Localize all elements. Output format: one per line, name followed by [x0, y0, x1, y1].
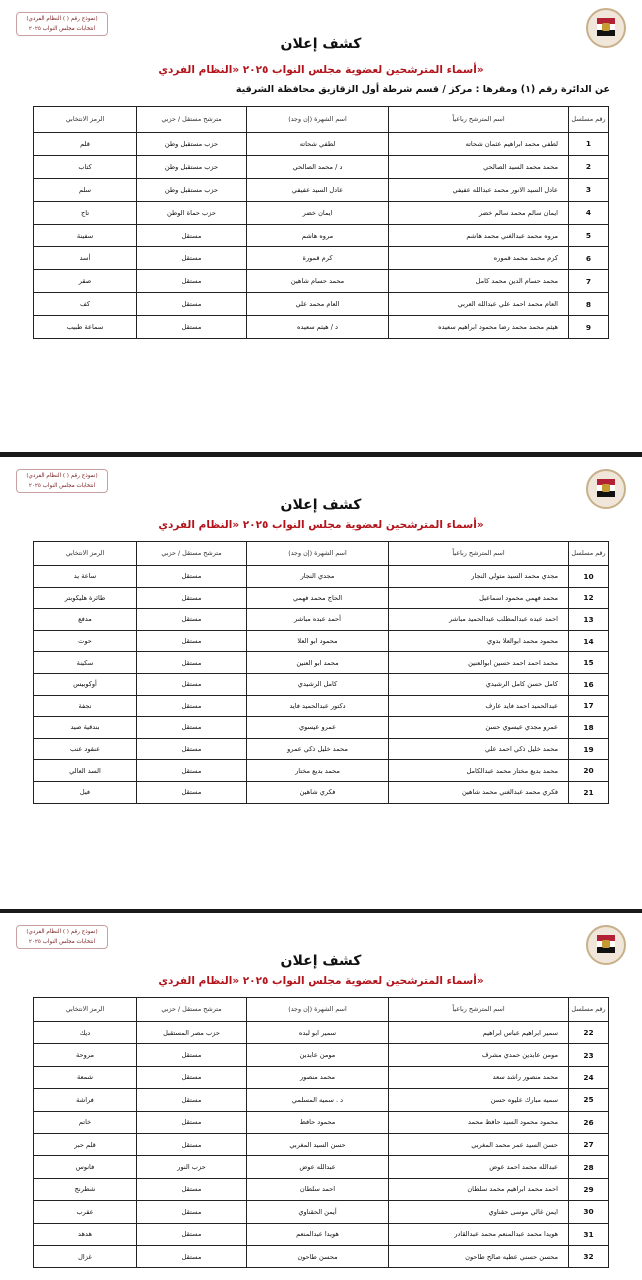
table-row [34, 293, 609, 316]
name-cell: مومن عابدين حمدي مشرف [389, 1044, 569, 1066]
announcement-page-3 [0, 913, 642, 1280]
table-row [34, 247, 609, 270]
table-row [34, 1223, 609, 1245]
header-serial: رقم مسلسل [569, 107, 609, 133]
table-row [34, 1022, 609, 1044]
symbol-cell: ساعة يد [34, 566, 137, 588]
name-cell: سمير ابراهيم عباس ابراهيم [389, 1022, 569, 1044]
symbol-cell: كتاب [34, 155, 137, 178]
party-cell: مستقل [137, 316, 247, 339]
table-row [34, 738, 609, 760]
serial-cell: 28 [569, 1156, 609, 1178]
name-cell: محمد فهمي محمود اسماعيل [389, 587, 569, 609]
fame-cell: سمير ابو لبده [247, 1022, 389, 1044]
serial-cell: 9 [569, 316, 609, 339]
table-row [34, 1089, 609, 1111]
serial-cell: 12 [569, 587, 609, 609]
district-line: عن الدائرة رقم (١) ومقرها : مركز / قسم شرطة أول الزقازيق محافظة الشرقية [235, 84, 610, 95]
serial-cell: 18 [569, 717, 609, 739]
table-row [34, 178, 609, 201]
party-cell: حزب مصر المستقبل [137, 1022, 247, 1044]
candidates-table [33, 541, 609, 804]
serial-cell: 24 [569, 1066, 609, 1088]
symbol-cell: أوكوبيس [34, 673, 137, 695]
serial-cell: 29 [569, 1178, 609, 1200]
fame-cell: عمرو عيسوي [247, 717, 389, 739]
symbol-cell: شطرنج [34, 1178, 137, 1200]
fame-cell: محمود حافظ [247, 1111, 389, 1133]
fame-cell: لطفي شحاته [247, 133, 389, 156]
name-cell: محمود محمود السيد حافظ محمد [389, 1111, 569, 1133]
table-row [34, 760, 609, 782]
fame-cell: محسن طاحون [247, 1245, 389, 1267]
symbol-cell: طائرة هليكوبتر [34, 587, 137, 609]
fame-cell: كرم قمورة [247, 247, 389, 270]
serial-cell: 5 [569, 224, 609, 247]
header-fame: اسم الشهرة (إن وجد) [247, 998, 389, 1022]
serial-cell: 19 [569, 738, 609, 760]
symbol-cell: غزال [34, 1245, 137, 1267]
header-party: مترشح مستقل / حزبي [137, 107, 247, 133]
page-title: كشف إعلان [280, 953, 362, 969]
symbol-cell: سفينة [34, 224, 137, 247]
symbol-cell: حوت [34, 630, 137, 652]
table-row [34, 1178, 609, 1200]
table-row [34, 587, 609, 609]
serial-cell: 1 [569, 133, 609, 156]
symbol-cell: السد العالي [34, 760, 137, 782]
fame-cell: الحاج محمد فهمي [247, 587, 389, 609]
party-cell: مستقل [137, 1201, 247, 1223]
symbol-cell: قلم حبر [34, 1133, 137, 1155]
name-cell: ايمن غالي موسى حقناوي [389, 1201, 569, 1223]
name-cell: حسن السيد عمر محمد المغربي [389, 1133, 569, 1155]
symbol-cell: سلم [34, 178, 137, 201]
serial-cell: 16 [569, 673, 609, 695]
symbol-cell: خاتم [34, 1111, 137, 1133]
page-subtitle: أسماء المترشحين لعضوية مجلس النواب ٢٠٢٥ «النظام الفردي» [158, 519, 484, 531]
serial-cell: 2 [569, 155, 609, 178]
table-row [34, 652, 609, 674]
symbol-cell: أسد [34, 247, 137, 270]
name-cell: محمد محمد السيد الصالحي [389, 155, 569, 178]
symbol-cell: فراشة [34, 1089, 137, 1111]
header-symbol: الرمز الانتخابي [34, 998, 137, 1022]
symbol-cell: فانوس [34, 1156, 137, 1178]
party-cell: مستقل [137, 1223, 247, 1245]
symbol-cell: صقر [34, 270, 137, 293]
fame-cell: محمد بديع مختار [247, 760, 389, 782]
table-row [34, 566, 609, 588]
page-title: كشف إعلان [280, 36, 362, 52]
serial-cell: 17 [569, 695, 609, 717]
table-row [34, 133, 609, 156]
symbol-cell: مدفع [34, 609, 137, 631]
serial-cell: 14 [569, 630, 609, 652]
fame-cell: كامل الرشيدي [247, 673, 389, 695]
name-cell: محمد حسام الدين محمد كامل [389, 270, 569, 293]
page-subtitle: أسماء المترشحين لعضوية مجلس النواب ٢٠٢٥ «النظام الفردي» [158, 64, 484, 76]
fame-cell: عبدالله عوض [247, 1156, 389, 1178]
party-cell: مستقل [137, 224, 247, 247]
serial-cell: 30 [569, 1201, 609, 1223]
name-cell: عادل السيد الانور محمد عبدالله عفيفي [389, 178, 569, 201]
party-cell: حزب حماة الوطن [137, 201, 247, 224]
party-cell: مستقل [137, 695, 247, 717]
symbol-cell: قلم [34, 133, 137, 156]
name-cell: لطفي محمد ابراهيم عثمان شحاته [389, 133, 569, 156]
fame-cell: أحمد عبده مباشر [247, 609, 389, 631]
serial-cell: 21 [569, 781, 609, 803]
party-cell: مستقل [137, 566, 247, 588]
fame-cell: مومن عابدين [247, 1044, 389, 1066]
table-row [34, 1156, 609, 1178]
party-cell: مستقل [137, 1066, 247, 1088]
name-cell: فكري محمد عبدالغني محمد شاهين [389, 781, 569, 803]
symbol-cell: مروحة [34, 1044, 137, 1066]
name-cell: كرم محمد محمد قموره [389, 247, 569, 270]
table-row [34, 270, 609, 293]
fame-cell: أيمن الحقناوي [247, 1201, 389, 1223]
fame-cell: هويدا عبدالمنعم [247, 1223, 389, 1245]
symbol-cell: تاج [34, 201, 137, 224]
header-name: اسم المترشح رباعياً [389, 542, 569, 566]
party-cell: مستقل [137, 1178, 247, 1200]
form-stamp: (نموذج رقم ( ) النظام الفردي) انتخابات مجلس النواب ٢٠٢٥ [16, 469, 108, 493]
serial-cell: 23 [569, 1044, 609, 1066]
serial-cell: 26 [569, 1111, 609, 1133]
party-cell: حزب مستقبل وطن [137, 133, 247, 156]
table-row [34, 609, 609, 631]
header-party: مترشح مستقل / حزبي [137, 542, 247, 566]
name-cell: محمد احمد احمد حسين ابوالعنين [389, 652, 569, 674]
party-cell: مستقل [137, 652, 247, 674]
serial-cell: 20 [569, 760, 609, 782]
name-cell: عبدالله محمد احمد عوض [389, 1156, 569, 1178]
table-row [34, 201, 609, 224]
symbol-cell: ديك [34, 1022, 137, 1044]
candidates-table [33, 106, 609, 339]
party-cell: مستقل [137, 1044, 247, 1066]
name-cell: هويدا محمد عبدالمنعم محمد عبدالقادر [389, 1223, 569, 1245]
table-row [34, 224, 609, 247]
fame-cell: عادل السيد عفيفي [247, 178, 389, 201]
table-row [34, 1066, 609, 1088]
fame-cell: محمد ابو العنين [247, 652, 389, 674]
form-stamp: (نموذج رقم ( ) النظام الفردي) انتخابات مجلس النواب ٢٠٢٥ [16, 12, 108, 36]
fame-cell: حسن السيد المغربي [247, 1133, 389, 1155]
name-cell: محسن حسني عطيه صالح طاحون [389, 1245, 569, 1267]
name-cell: كامل حسن كامل الرشيدي [389, 673, 569, 695]
header-symbol: الرمز الانتخابي [34, 542, 137, 566]
table-row [34, 717, 609, 739]
name-cell: سميه مبارك عليوه حسن [389, 1089, 569, 1111]
symbol-cell: هدهد [34, 1223, 137, 1245]
header-symbol: الرمز الانتخابي [34, 107, 137, 133]
fame-cell: محمود ابو العلا [247, 630, 389, 652]
serial-cell: 13 [569, 609, 609, 631]
party-cell: مستقل [137, 717, 247, 739]
serial-cell: 27 [569, 1133, 609, 1155]
table-row [34, 155, 609, 178]
candidates-table [33, 997, 609, 1268]
name-cell: محمود محمد ابوالعلا بدوي [389, 630, 569, 652]
name-cell: محمد منصور راشد سعد [389, 1066, 569, 1088]
party-cell: مستقل [137, 673, 247, 695]
symbol-cell: كف [34, 293, 137, 316]
party-cell: مستقل [137, 630, 247, 652]
header-serial: رقم مسلسل [569, 542, 609, 566]
fame-cell: محمد منصور [247, 1066, 389, 1088]
party-cell: مستقل [137, 587, 247, 609]
symbol-cell: نجفة [34, 695, 137, 717]
serial-cell: 22 [569, 1022, 609, 1044]
header-party: مترشح مستقل / حزبي [137, 998, 247, 1022]
name-cell: احمد عبده عبدالمطلب عبدالحميد مباشر [389, 609, 569, 631]
name-cell: محمد بديع مختار محمد عبدالكامل [389, 760, 569, 782]
serial-cell: 15 [569, 652, 609, 674]
serial-cell: 10 [569, 566, 609, 588]
table-row [34, 1201, 609, 1223]
fame-cell: فكري شاهين [247, 781, 389, 803]
fame-cell: احمد سلطان [247, 1178, 389, 1200]
serial-cell: 7 [569, 270, 609, 293]
party-cell: مستقل [137, 781, 247, 803]
header-fame: اسم الشهرة (إن وجد) [247, 542, 389, 566]
header-fame: اسم الشهرة (إن وجد) [247, 107, 389, 133]
fame-cell: محمد خليل ذكي عمرو [247, 738, 389, 760]
party-cell: مستقل [137, 293, 247, 316]
party-cell: مستقل [137, 738, 247, 760]
party-cell: حزب النور [137, 1156, 247, 1178]
table-row [34, 1111, 609, 1133]
symbol-cell: سماعة طبيب [34, 316, 137, 339]
party-cell: مستقل [137, 760, 247, 782]
page-subtitle: أسماء المترشحين لعضوية مجلس النواب ٢٠٢٥ «النظام الفردي» [158, 975, 484, 987]
fame-cell: مروه هاشم [247, 224, 389, 247]
table-row [34, 630, 609, 652]
announcement-page-2 [0, 457, 642, 909]
party-cell: مستقل [137, 1245, 247, 1267]
party-cell: حزب مستقبل وطن [137, 178, 247, 201]
table-row [34, 316, 609, 339]
fame-cell: العام محمد علي [247, 293, 389, 316]
table-row [34, 781, 609, 803]
form-stamp: (نموذج رقم ( ) النظام الفردي) انتخابات مجلس النواب ٢٠٢٥ [16, 925, 108, 949]
symbol-cell: عنقود عنب [34, 738, 137, 760]
name-cell: مجدي محمد السيد متولي النجار [389, 566, 569, 588]
serial-cell: 6 [569, 247, 609, 270]
name-cell: العام محمد احمد علي عبدالله العربي [389, 293, 569, 316]
serial-cell: 8 [569, 293, 609, 316]
serial-cell: 3 [569, 178, 609, 201]
fame-cell: دكتور عبدالحميد فايد [247, 695, 389, 717]
symbol-cell: فيل [34, 781, 137, 803]
header-name: اسم المترشح رباعياً [389, 998, 569, 1022]
party-cell: مستقل [137, 247, 247, 270]
party-cell: مستقل [137, 270, 247, 293]
fame-cell: محمد حسام شاهين [247, 270, 389, 293]
fame-cell: د . سميه المسلمي [247, 1089, 389, 1111]
name-cell: احمد محمد ابراهيم محمد سلطان [389, 1178, 569, 1200]
table-row [34, 673, 609, 695]
party-cell: مستقل [137, 1133, 247, 1155]
header-name: اسم المترشح رباعياً [389, 107, 569, 133]
fame-cell: د / هيثم سعيده [247, 316, 389, 339]
name-cell: محمد خليل ذكي احمد علي [389, 738, 569, 760]
header-serial: رقم مسلسل [569, 998, 609, 1022]
serial-cell: 31 [569, 1223, 609, 1245]
serial-cell: 25 [569, 1089, 609, 1111]
name-cell: هيثم محمد محمد رضا محمود ابراهيم سعيده [389, 316, 569, 339]
fame-cell: مجدي النجار [247, 566, 389, 588]
symbol-cell: بندقية صيد [34, 717, 137, 739]
serial-cell: 4 [569, 201, 609, 224]
fame-cell: د / محمد الصالحي [247, 155, 389, 178]
party-cell: مستقل [137, 1111, 247, 1133]
party-cell: مستقل [137, 609, 247, 631]
table-row [34, 1245, 609, 1267]
fame-cell: ايمان خضر [247, 201, 389, 224]
serial-cell: 32 [569, 1245, 609, 1267]
announcement-page-1 [0, 0, 642, 452]
page-title: كشف إعلان [280, 497, 362, 513]
name-cell: عمرو مجدي عيسوي حسن [389, 717, 569, 739]
name-cell: مروه محمد عبدالغني محمد هاشم [389, 224, 569, 247]
symbol-cell: سكينة [34, 652, 137, 674]
party-cell: حزب مستقبل وطن [137, 155, 247, 178]
table-row [34, 1133, 609, 1155]
name-cell: عبدالحميد احمد فايد عارف [389, 695, 569, 717]
table-row [34, 695, 609, 717]
table-row [34, 1044, 609, 1066]
name-cell: ايمان سالم محمد سالم خضر [389, 201, 569, 224]
symbol-cell: عقرب [34, 1201, 137, 1223]
party-cell: مستقل [137, 1089, 247, 1111]
symbol-cell: شمعة [34, 1066, 137, 1088]
